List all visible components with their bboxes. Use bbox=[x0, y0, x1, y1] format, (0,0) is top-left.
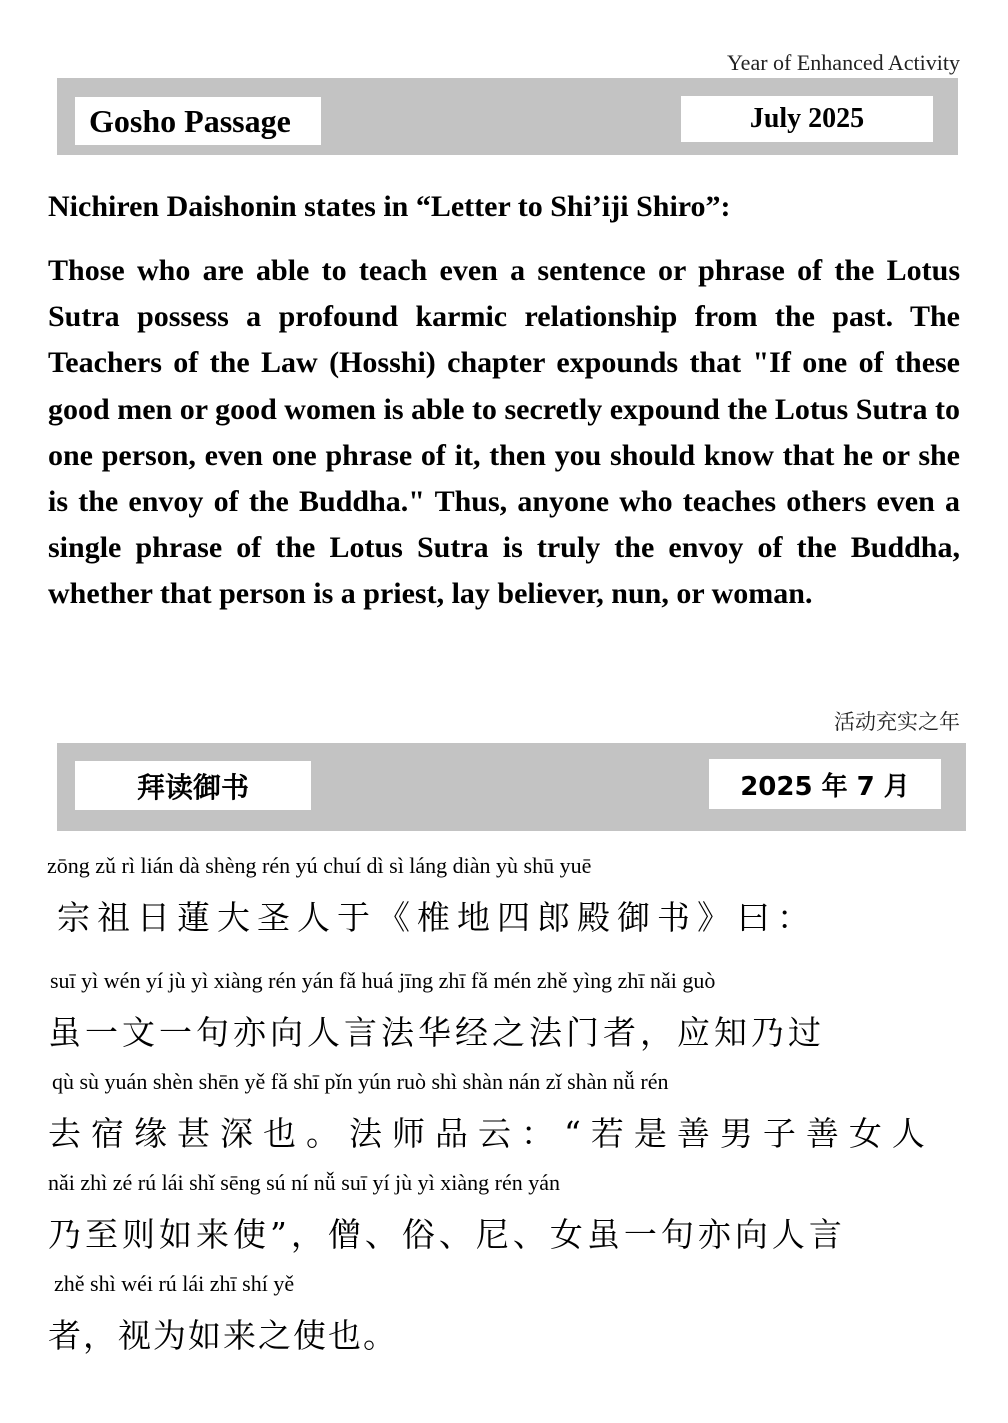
chinese-header-title: 拜读御书 bbox=[75, 761, 311, 810]
hanzi-line-5: 者，视为如来之使也。 bbox=[48, 1316, 398, 1355]
chinese-header-date: 2025 年 7 月 bbox=[709, 759, 941, 809]
english-header-date: July 2025 bbox=[681, 96, 933, 142]
pinyin-line-5: zhě shì wéi rú lái zhī shí yě bbox=[54, 1271, 295, 1296]
english-passage: Those who are able to teach even a sentence or phrase of the Lotus Sutra possess a profound karmic relationship from the past. The Teachers of the Law (Hosshi) chapter expounds that "If one of these good men or good women is able to secretly expound the Lotus Sutra to one person, even one phrase of it, then you should know that he or she is the envoy of the Buddha." Thus, anyone who teaches others even a single phrase of the Lotus Sutra is truly the envoy of the Buddha, whether that person is a priest, lay believer, nun, or woman. bbox=[48, 254, 960, 611]
pinyin-line-3: qù sù yuán shèn shēn yě fǎ shī pǐn yún ruò shì shàn nán zǐ shàn nǚ rén bbox=[52, 1069, 669, 1094]
pinyin-line-4: nǎi zhì zé rú lái shǐ sēng sú ní nǚ suī yí jù yì xiàng rén yán bbox=[48, 1170, 561, 1195]
pinyin-line-1: zōng zǔ rì lián dà shèng rén yú chuí dì sì láng diàn yù shū yuē bbox=[47, 853, 592, 878]
pinyin-line-2: suī yì wén yí jù yì xiàng rén yán fǎ huá jīng zhī fǎ mén zhě yìng zhī nǎi guò bbox=[50, 968, 716, 993]
hanzi-line-1: 宗祖日蓮大圣人于《椎地四郎殿御书》曰： bbox=[57, 898, 817, 937]
english-header-title: Gosho Passage bbox=[75, 97, 321, 145]
year-theme-chinese: 活动充实之年 bbox=[834, 710, 960, 734]
year-theme-english: Year of Enhanced Activity bbox=[727, 50, 960, 75]
hanzi-line-2: 虽一文一句亦向人言法华经之法门者，应知乃过 bbox=[48, 1013, 825, 1052]
passage-intro: Nichiren Daishonin states in “Letter to Shi’iji Shiro”: bbox=[48, 190, 731, 223]
hanzi-line-3: 去宿缘甚深也。法师品云：“若是善男子善女人 bbox=[48, 1114, 935, 1153]
hanzi-line-4: 乃至则如来使”，僧、俗、尼、女虽一句亦向人言 bbox=[48, 1215, 846, 1254]
